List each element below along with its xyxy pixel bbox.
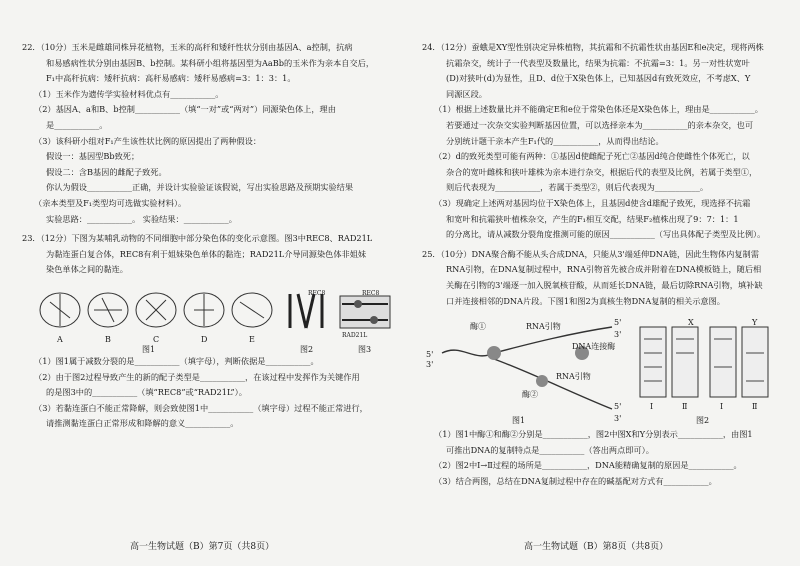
text-line: 22．（10分）玉米是雌雄同株异花植物，玉米的高秆和矮秆性状分别由基因A、a控制，抗病 xyxy=(22,42,353,52)
text-line: 若要通过一次杂交实验判断基因位置，可以选择亲本为___________的亲本杂交，也可 xyxy=(446,119,754,130)
text-line: 则后代表现为___________，若属于类型②，则后代表现为___________。 xyxy=(446,182,709,193)
text-line: 的是图3中的___________（填“REC8”或“RAD21L”）。 xyxy=(46,387,247,398)
text-line: （2）图2中Ⅰ→Ⅱ过程的场所是___________，DNA能精确复制的原因是___________。 xyxy=(434,460,742,471)
label-box-2: Ⅱ xyxy=(682,402,688,412)
text-line: （1）图1中酶①和酶②分别是___________，图2中图X和Y分别表示___________，由图1 xyxy=(434,429,753,440)
text-line: 分别统计题干亲本产生F₁代的___________，从而得出结论。 xyxy=(446,135,664,146)
helix-left xyxy=(442,350,494,356)
label-3prime-bottom: 3' xyxy=(614,414,622,424)
figure-1-caption-right: 图1 xyxy=(512,416,526,426)
text-line: F₁中高秆抗病：矮秆抗病：高秆易感病：矮秆易感病=3：1：3：1。 xyxy=(46,73,296,84)
text-line: 和易感病性状分别由基因B、b控制。某科研小组将基因型为AaBb的玉米作为亲本自交后， xyxy=(46,57,375,68)
text-line: 同源区段。 xyxy=(446,88,487,99)
left-page xyxy=(22,40,394,432)
text-line: 染色单体之间的黏连。 xyxy=(46,264,128,275)
text-line: （3）现确定上述两对基因均位于X染色体上，且基因d使含d雄配子致死，现选择不抗霜 xyxy=(434,197,751,208)
question-25 xyxy=(422,247,780,309)
label-enzyme-1: 酶① xyxy=(470,322,486,332)
text-line: 关酶在引物的3'端逐一加入脱氧核苷酸，从而延长DNA链，最后切除RNA引物，填补缺 xyxy=(446,279,763,290)
label-rna-primer-bottom: RNA引物 xyxy=(556,372,591,382)
label-c: C xyxy=(153,334,160,344)
figure-2-caption: 图2 xyxy=(300,344,314,354)
question-25-parts xyxy=(422,427,780,489)
figure-row-25 xyxy=(422,313,780,425)
text-line: 实验思路：___________。 实验结果：___________。 xyxy=(46,213,237,224)
text-line: （3）若黏连蛋白不能正常降解，则会致使图1中___________（填字母）过程不能正常进行， xyxy=(34,402,368,413)
text-line: 23．（12分）下图为某哺乳动物的不同细胞中部分染色体的变化示意图。图3中REC8、RAD21L xyxy=(22,233,373,244)
label-rec8-top: REC8 xyxy=(308,289,326,297)
left-footer: 高一生物试题（B）第7页（共8页） xyxy=(130,542,275,552)
label-y: Y xyxy=(752,318,758,328)
label-x: X xyxy=(688,318,694,328)
label-3prime-top: 3' xyxy=(614,330,622,340)
text-line: （3）结合两图，总结在DNA复制过程中存在的碱基配对方式有___________。 xyxy=(434,475,717,486)
text-line: 假设一：基因型Bb致死； xyxy=(46,151,140,162)
text-line: 为黏连蛋白复合体，REC8有利于姐妹染色单体的黏连；RAD21L介导同源染色体非姐妹 xyxy=(46,248,367,259)
text-line: （2）基因A、a和B、b控制___________（填“一对”或“两对”）同源染色体上，理由 xyxy=(34,104,336,115)
label-dna-ligase: DNA连接酶 xyxy=(572,342,616,352)
text-line: （3）该科研小组对F₁产生该性状比例的原因提出了两种假设： xyxy=(34,135,262,146)
text-line: 你认为假设___________正确，并设计实验验证该假说，写出实验思路及预期实验结果 xyxy=(46,182,354,193)
label-box-3: Ⅰ xyxy=(720,402,724,412)
text-line: 是___________。 xyxy=(46,119,108,130)
figure-1-caption: 图1 xyxy=(142,344,156,354)
question-23 xyxy=(22,231,394,278)
text-line: 假设二：含B基因的雌配子致死。 xyxy=(46,166,167,177)
text-line: 杂合的宽叶雌株和狭叶雄株为亲本进行杂交，根据后代的表型及比例，若属于类型①， xyxy=(446,166,758,177)
figure-2-caption-right: 图2 xyxy=(696,416,710,426)
label-box-4: Ⅱ xyxy=(752,402,758,412)
label-d: D xyxy=(201,334,208,344)
label-rad21l: RAD21L xyxy=(342,331,368,339)
text-line: 抗霜杂交，统计子一代表型及数量比，结果为抗霜：不抗霜=3：1。另一对性状宽叶 xyxy=(446,57,750,68)
text-line: 请推测黏连蛋白正常形成和降解的意义___________。 xyxy=(46,418,239,429)
label-5prime-bottom: 5' xyxy=(614,402,622,412)
text-line: 可推出DNA的复制特点是___________（答出两点即可）。 xyxy=(446,444,654,455)
right-page xyxy=(422,40,780,489)
label-rna-primer-top: RNA引物 xyxy=(526,322,561,332)
label-5prime-left: 5' xyxy=(426,350,434,360)
text-line: 25．（10分）DNA聚合酶不能从头合成DNA，只能从3'端延伸DNA链，因此生物体内复制需 xyxy=(422,248,759,259)
figure-2-blocks xyxy=(640,327,768,397)
text-line: (D)对狭叶(d)为显性，且D、d位于X染色体上，已知基因d有致死效应，不考虑X、Y xyxy=(446,73,751,84)
label-box-1: Ⅰ xyxy=(650,402,654,412)
figure-3-caption: 图3 xyxy=(358,344,372,354)
label-rec8-bottom: REC8 xyxy=(362,289,380,297)
label-e: E xyxy=(249,334,255,344)
label-a: A xyxy=(57,334,63,344)
text-line: 的分离比，请从减数分裂角度推测可能的原因___________（写出具体配子类型及比例）。 xyxy=(446,229,766,240)
text-line: （2）由于图2过程导致产生的新的配子类型是___________，在该过程中发挥作为关键作用 xyxy=(34,371,360,382)
question-24 xyxy=(422,40,780,243)
text-line: （1）图1属于减数分裂的是___________（填字母），判断依据是___________。 xyxy=(34,355,319,366)
text-line: RNA引物，在DNA复制过程中，RNA引物首先被合成并附着在DNA模板链上，随后相 xyxy=(446,264,762,275)
text-line: （2）d的致死类型可能有两种：①基因d使雌配子死亡②基因d纯合使雌性个体死亡，以 xyxy=(434,151,750,162)
text-line: （1）玉米作为遗传学实验材料优点有___________。 xyxy=(34,88,224,99)
text-line: 24．（12分）蚕蛾是XY型性别决定异株植物，其抗霜和不抗霜性状由基因E和e决定，现将两株 xyxy=(422,42,764,52)
right-footer: 高一生物试题（B）第8页（共8页） xyxy=(524,542,669,552)
label-enzyme-2: 酶② xyxy=(522,390,538,400)
label-b: B xyxy=(105,334,111,344)
figure-row-23 xyxy=(22,282,394,352)
label-3prime-left: 3' xyxy=(426,360,434,370)
question-23-parts xyxy=(22,354,394,432)
question-22 xyxy=(22,40,394,227)
text-line: （亲本类型及F₁类型均可选做实验材料）。 xyxy=(34,197,187,208)
text-line: 和宽叶和抗霜狭叶植株杂交，产生的F₁相互交配，结果F₂植株出现了9：7：1：1 xyxy=(446,213,739,224)
label-5prime-top: 5' xyxy=(614,318,622,328)
text-line: （1）根据上述数量比并不能确定E和e位于常染色体还是X染色体上，理由是___________。 xyxy=(434,104,763,115)
text-line: 口并连接相邻的DNA片段。下图1和图2为真核生物DNA复制的相关示意图。 xyxy=(446,295,725,306)
cell-diagrams xyxy=(22,282,394,352)
lagging-strand xyxy=(494,359,612,409)
